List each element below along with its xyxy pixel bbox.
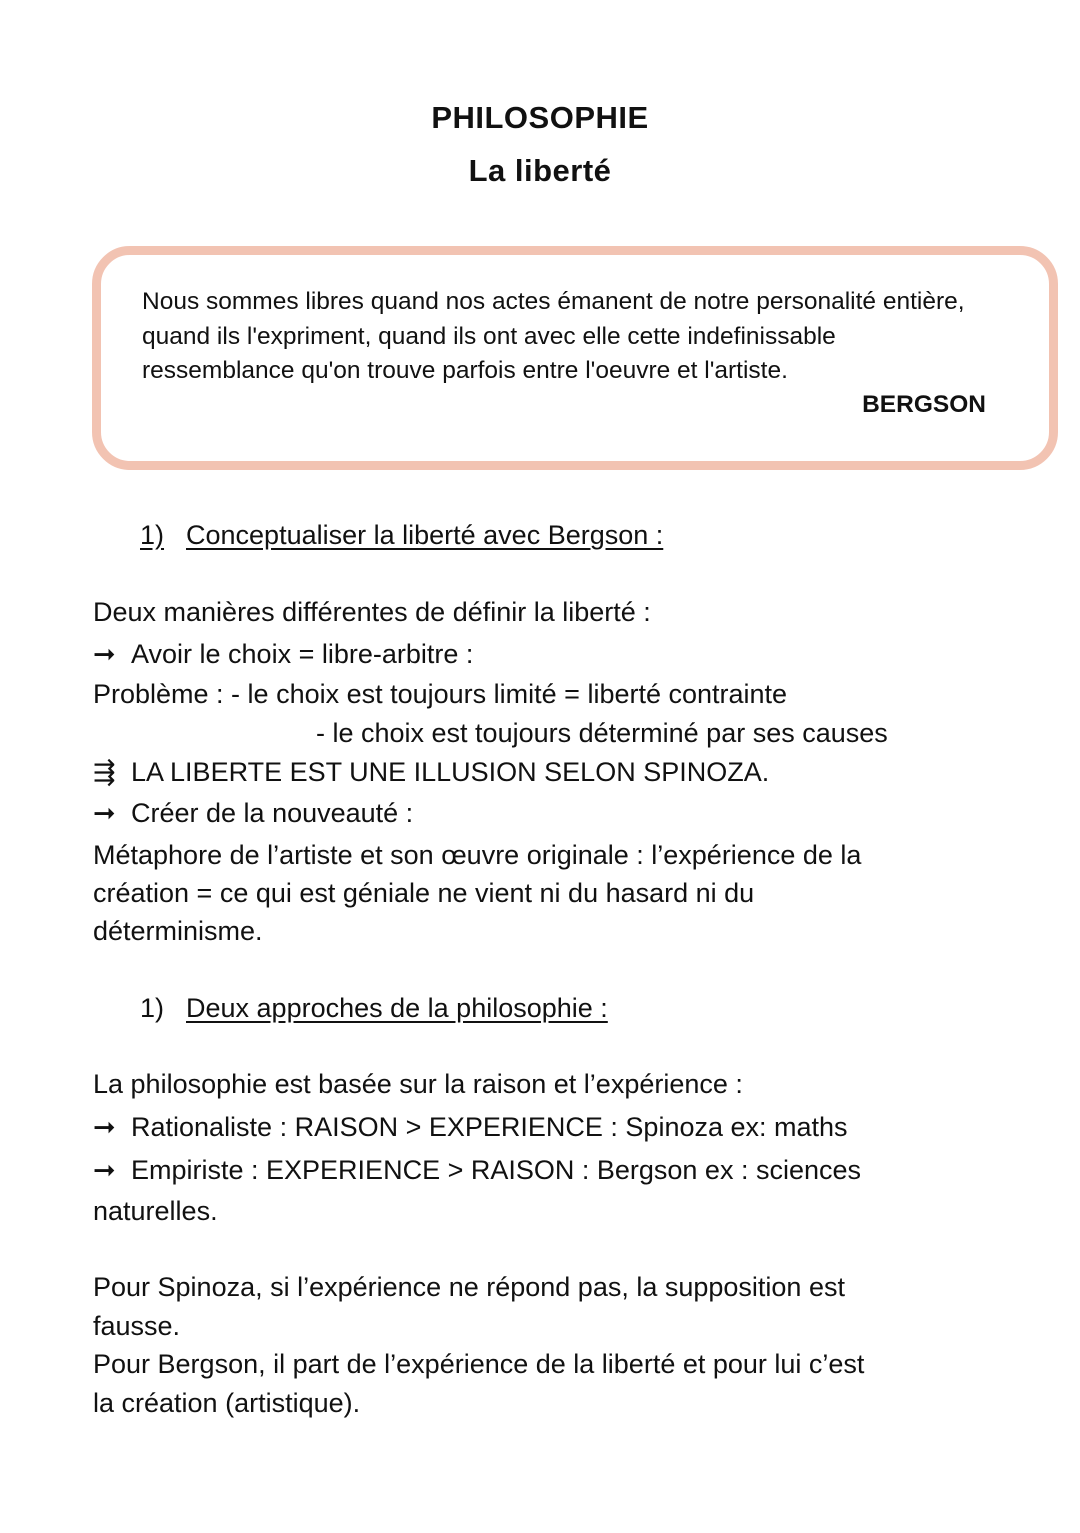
text-line: ⇶ LA LIBERTE EST UNE ILLUSION SELON SPINOZA. <box>93 754 769 790</box>
arrow-right-icon: ➞ <box>93 639 116 669</box>
text-line: fausse. <box>93 1311 181 1341</box>
implies-icon: ⇶ <box>93 757 116 787</box>
section-2-title: Deux approches de la philosophie : <box>186 993 608 1023</box>
quote-author: BERGSON <box>862 391 986 418</box>
quote-text: Nous sommes libres quand nos actes émanent de notre personalité entière, quand ils l'expriment, quand ils ont avec elle cette indefinissable ressemblance qu'on trouve parfois entre l'oeuvre et l'artiste. <box>142 288 965 384</box>
text-line: ➞ Avoir le choix = libre-arbitre : <box>93 636 473 672</box>
text-line: Pour Spinoza, si l’expérience ne répond pas, la supposition est <box>93 1272 845 1302</box>
text-line: déterminisme. <box>93 916 263 946</box>
section-2-heading <box>140 990 608 1026</box>
text-line: - le choix est toujours déterminé par ses causes <box>316 718 888 748</box>
quote-box <box>92 246 1058 470</box>
text-line: naturelles. <box>93 1196 218 1226</box>
text-line: ➞ Rationaliste : RAISON > EXPERIENCE : Spinoza ex: maths <box>93 1109 848 1145</box>
section-2-number: 1) <box>140 993 165 1023</box>
text-line: La philosophie est basée sur la raison et l’expérience : <box>93 1069 743 1099</box>
text-line: Problème : - le choix est toujours limité = liberté contrainte <box>93 679 788 709</box>
section-1-number: 1) <box>140 520 165 550</box>
section-1-title: Conceptualiser la liberté avec Bergson : <box>186 520 664 550</box>
arrow-right-icon: ➞ <box>93 798 116 828</box>
text-line: Pour Bergson, il part de l’expérience de la liberté et pour lui c’est <box>93 1349 865 1379</box>
text-line: la création (artistique). <box>93 1388 361 1418</box>
arrow-right-icon: ➞ <box>93 1155 116 1185</box>
text-line: ➞ Créer de la nouveauté : <box>93 795 413 831</box>
page-title: PHILOSOPHIE <box>431 100 649 135</box>
section-1-heading <box>140 517 663 553</box>
arrow-right-icon: ➞ <box>93 1112 116 1142</box>
page-subtitle: La liberté <box>468 153 612 188</box>
text-line: Métaphore de l’artiste et son œuvre originale : l’expérience de la <box>93 840 862 870</box>
text-line: Deux manières différentes de définir la liberté : <box>93 597 651 627</box>
text-line: création = ce qui est géniale ne vient ni du hasard ni du <box>93 878 755 908</box>
text-line: ➞ Empiriste : EXPERIENCE > RAISON : Bergson ex : sciences <box>93 1152 861 1188</box>
